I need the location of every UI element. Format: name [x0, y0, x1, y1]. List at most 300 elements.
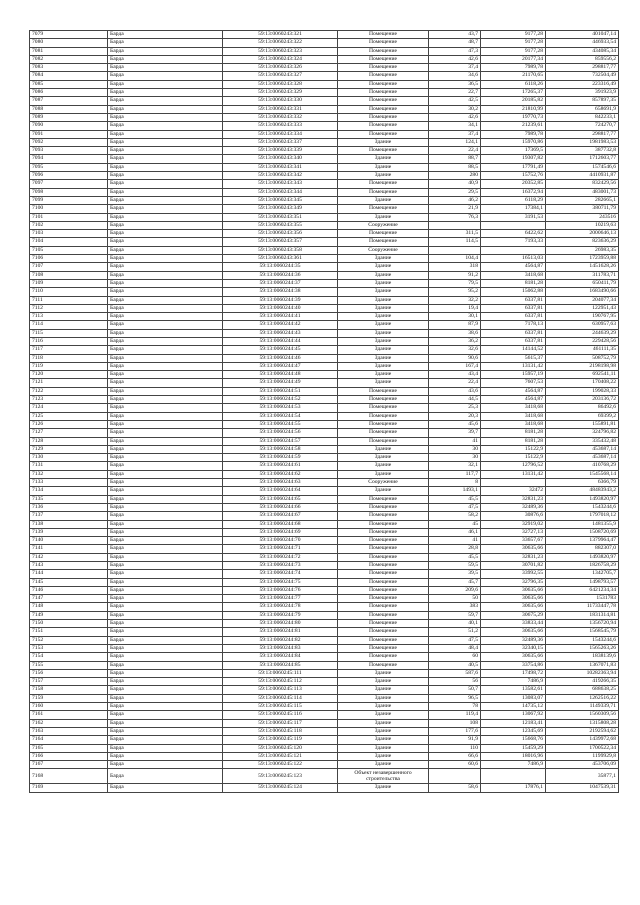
row-number-cell: 7134: [30, 487, 108, 495]
row-number-cell: 7165: [30, 744, 108, 752]
cadastral-value-cell: 1149339,71: [546, 703, 619, 711]
unit-cost-cell: 32831,23: [481, 553, 546, 561]
area-cell: 41: [429, 537, 481, 545]
unit-cost-cell: 15122,9: [481, 454, 546, 462]
cadastral-number-cell: 59:13:0060245:114: [223, 694, 338, 702]
area-cell: 51,2: [429, 628, 481, 636]
settlement-cell: Барда: [108, 172, 223, 180]
settlement-cell: Барда: [108, 454, 223, 462]
table-row: [30, 437, 619, 445]
row-number-cell: 7127: [30, 429, 108, 437]
unit-cost-cell: 6337,81: [481, 296, 546, 304]
row-number-cell: 7131: [30, 462, 108, 470]
unit-cost-cell: 30635,66: [481, 653, 546, 661]
object-type-cell: Помещение: [338, 586, 429, 594]
object-type-cell: Помещение: [338, 437, 429, 445]
unit-cost-cell: 5615,37: [481, 354, 546, 362]
area-cell: [429, 769, 481, 784]
cadastral-value-cell: 6421234,34: [546, 586, 619, 594]
cadastral-number-cell: 59:13:0060244:43: [223, 329, 338, 337]
settlement-cell: Барда: [108, 55, 223, 63]
area-cell: 58,6: [429, 784, 481, 792]
cadastral-value-cell: 832429,56: [546, 180, 619, 188]
object-type-cell: Здание: [338, 313, 429, 321]
object-type-cell: Здание: [338, 736, 429, 744]
area-cell: 42,5: [429, 97, 481, 105]
settlement-cell: Барда: [108, 296, 223, 304]
unit-cost-cell: 9177,28: [481, 47, 546, 55]
object-type-cell: Помещение: [338, 47, 429, 55]
object-type-cell: Здание: [338, 346, 429, 354]
settlement-cell: Барда: [108, 329, 223, 337]
table-row: [30, 180, 619, 188]
object-type-cell: Сооружение: [338, 479, 429, 487]
row-number-cell: 7115: [30, 329, 108, 337]
row-number-cell: 7080: [30, 39, 108, 47]
settlement-cell: Барда: [108, 138, 223, 146]
object-type-cell: Помещение: [338, 105, 429, 113]
row-number-cell: 7157: [30, 678, 108, 686]
settlement-cell: Барда: [108, 570, 223, 578]
cadastral-value-cell: 823636,29: [546, 238, 619, 246]
row-number-cell: 7163: [30, 727, 108, 735]
settlement-cell: Барда: [108, 180, 223, 188]
unit-cost-cell: 12183,41: [481, 719, 546, 727]
unit-cost-cell: 19770,73: [481, 113, 546, 121]
cadastral-value-cell: 1831314,81: [546, 611, 619, 619]
table-row: [30, 545, 619, 553]
table-row: [30, 39, 619, 47]
settlement-cell: Барда: [108, 784, 223, 792]
area-cell: 30,1: [429, 313, 481, 321]
object-type-cell: Помещение: [338, 404, 429, 412]
cadastral-number-cell: 59:13:0060243:327: [223, 72, 338, 80]
object-type-cell: Здание: [338, 304, 429, 312]
object-type-cell: Здание: [338, 784, 429, 792]
cadastral-value-cell: 1367071,83: [546, 661, 619, 669]
unit-cost-cell: 13067,92: [481, 711, 546, 719]
object-type-cell: Здание: [338, 678, 429, 686]
row-number-cell: 7083: [30, 64, 108, 72]
table-row: [30, 769, 619, 784]
row-number-cell: 7130: [30, 454, 108, 462]
cadastral-value-cell: 1568545,79: [546, 628, 619, 636]
table-row: [30, 420, 619, 428]
cadastral-number-cell: 59:13:0060244:58: [223, 445, 338, 453]
cadastral-number-cell: 59:13:0060244:48: [223, 371, 338, 379]
row-number-cell: 7135: [30, 495, 108, 503]
unit-cost-cell: 30635,66: [481, 586, 546, 594]
unit-cost-cell: 15752,76: [481, 172, 546, 180]
object-type-cell: Помещение: [338, 620, 429, 628]
row-number-cell: 7153: [30, 644, 108, 652]
area-cell: 50: [429, 595, 481, 603]
area-cell: 59,7: [429, 611, 481, 619]
object-type-cell: Здание: [338, 213, 429, 221]
settlement-cell: Барда: [108, 595, 223, 603]
settlement-cell: Барда: [108, 130, 223, 138]
unit-cost-cell: 17498,72: [481, 669, 546, 677]
settlement-cell: Барда: [108, 636, 223, 644]
area-cell: 91,2: [429, 271, 481, 279]
cadastral-value-cell: 2000646,13: [546, 230, 619, 238]
area-cell: 311,5: [429, 230, 481, 238]
cadastral-number-cell: 59:13:0060243:340: [223, 155, 338, 163]
cadastral-number-cell: 59:13:0060244:72: [223, 553, 338, 561]
table-row: [30, 727, 619, 735]
settlement-cell: Барда: [108, 611, 223, 619]
area-cell: 25,3: [429, 404, 481, 412]
area-cell: 88,7: [429, 155, 481, 163]
unit-cost-cell: 32472: [481, 487, 546, 495]
cadastral-value-cell: 1262516,22: [546, 694, 619, 702]
area-cell: 39,5: [429, 570, 481, 578]
unit-cost-cell: 30635,66: [481, 603, 546, 611]
cadastral-number-cell: 59:13:0060243:355: [223, 221, 338, 229]
unit-cost-cell: [481, 246, 546, 254]
settlement-cell: Барда: [108, 545, 223, 553]
table-row: [30, 429, 619, 437]
object-type-cell: Помещение: [338, 503, 429, 511]
settlement-cell: Барда: [108, 279, 223, 287]
object-type-cell: Помещение: [338, 113, 429, 121]
area-cell: 22,7: [429, 89, 481, 97]
cadastral-number-cell: 59:13:0060244:80: [223, 620, 338, 628]
area-cell: 38,6: [429, 329, 481, 337]
row-number-cell: 7084: [30, 72, 108, 80]
area-cell: 79,5: [429, 279, 481, 287]
table-row: [30, 113, 619, 121]
table-row: [30, 736, 619, 744]
row-number-cell: 7103: [30, 230, 108, 238]
area-cell: 36,2: [429, 337, 481, 345]
row-number-cell: 7104: [30, 238, 108, 246]
table-row: [30, 80, 619, 88]
cadastral-number-cell: 59:13:0060243:358: [223, 246, 338, 254]
cadastral-number-cell: 59:13:0060243:357: [223, 238, 338, 246]
cadastral-value-cell: 724270,7: [546, 122, 619, 130]
cadastral-number-cell: 59:13:0060244:45: [223, 346, 338, 354]
settlement-cell: Барда: [108, 462, 223, 470]
area-cell: 41: [429, 437, 481, 445]
row-number-cell: 7098: [30, 188, 108, 196]
area-cell: 177,6: [429, 727, 481, 735]
settlement-cell: Барда: [108, 97, 223, 105]
area-cell: 8: [429, 479, 481, 487]
row-number-cell: 7164: [30, 736, 108, 744]
cadastral-value-cell: 1797018,12: [546, 512, 619, 520]
object-type-cell: Здание: [338, 354, 429, 362]
cadastral-value-cell: 203136,72: [546, 396, 619, 404]
cadastral-number-cell: 59:13:0060244:67: [223, 512, 338, 520]
unit-cost-cell: 13131,42: [481, 362, 546, 370]
object-type-cell: Помещение: [338, 653, 429, 661]
object-type-cell: Помещение: [338, 64, 429, 72]
cadastral-number-cell: 59:13:0060244:35: [223, 263, 338, 271]
object-type-cell: Помещение: [338, 80, 429, 88]
settlement-cell: Барда: [108, 404, 223, 412]
table-row: [30, 255, 619, 263]
cadastral-number-cell: 59:13:0060243:356: [223, 230, 338, 238]
cadastral-value-cell: 630957,63: [546, 321, 619, 329]
row-number-cell: 7090: [30, 122, 108, 130]
row-number-cell: 7101: [30, 213, 108, 221]
unit-cost-cell: 30635,66: [481, 628, 546, 636]
object-type-cell: Здание: [338, 379, 429, 387]
settlement-cell: Барда: [108, 246, 223, 254]
cadastral-value-cell: 380711,79: [546, 205, 619, 213]
cadastral-number-cell: 59:13:0060243:349: [223, 205, 338, 213]
table-row: [30, 31, 619, 39]
area-cell: 32,6: [429, 346, 481, 354]
cadastral-value-cell: 1560309,56: [546, 711, 619, 719]
area-cell: 32,1: [429, 462, 481, 470]
object-type-cell: Помещение: [338, 595, 429, 603]
table-row: [30, 752, 619, 760]
settlement-cell: Барда: [108, 429, 223, 437]
row-number-cell: 7156: [30, 669, 108, 677]
table-row: [30, 304, 619, 312]
area-cell: 66,6: [429, 752, 481, 760]
unit-cost-cell: 3418,68: [481, 420, 546, 428]
area-cell: 88,5: [429, 163, 481, 171]
cadastral-number-cell: 59:13:0060245:117: [223, 719, 338, 727]
table-row: [30, 105, 619, 113]
table-row: [30, 694, 619, 702]
settlement-cell: Барда: [108, 744, 223, 752]
object-type-cell: Помещение: [338, 72, 429, 80]
unit-cost-cell: 9177,28: [481, 39, 546, 47]
settlement-cell: Барда: [108, 304, 223, 312]
table-row: [30, 246, 619, 254]
settlement-cell: Барда: [108, 147, 223, 155]
area-cell: 45,5: [429, 553, 481, 561]
settlement-cell: Барда: [108, 387, 223, 395]
cadastral-value-cell: 335432,48: [546, 437, 619, 445]
table-row: [30, 271, 619, 279]
settlement-cell: Барда: [108, 230, 223, 238]
cadastral-number-cell: 59:13:0060245:116: [223, 711, 338, 719]
area-cell: 42,6: [429, 55, 481, 63]
cadastral-number-cell: 59:13:0060245:111: [223, 669, 338, 677]
unit-cost-cell: 20177,34: [481, 55, 546, 63]
settlement-cell: Барда: [108, 437, 223, 445]
cadastral-number-cell: 59:13:0060244:53: [223, 404, 338, 412]
cadastral-value-cell: 86492,6: [546, 404, 619, 412]
row-number-cell: 7092: [30, 138, 108, 146]
object-type-cell: Здание: [338, 703, 429, 711]
object-type-cell: Помещение: [338, 553, 429, 561]
area-cell: 30,2: [429, 105, 481, 113]
settlement-cell: Барда: [108, 420, 223, 428]
area-cell: 587,6: [429, 669, 481, 677]
area-cell: 110: [429, 744, 481, 752]
row-number-cell: 7086: [30, 89, 108, 97]
unit-cost-cell: 20352,85: [481, 180, 546, 188]
cadastral-number-cell: 59:13:0060243:333: [223, 122, 338, 130]
table-row: [30, 719, 619, 727]
row-number-cell: 7159: [30, 694, 108, 702]
area-cell: 60: [429, 653, 481, 661]
row-number-cell: 7162: [30, 719, 108, 727]
object-type-cell: Здание: [338, 371, 429, 379]
object-type-cell: Здание: [338, 138, 429, 146]
table-row: [30, 147, 619, 155]
area-cell: 318: [429, 263, 481, 271]
cadastral-value-cell: 1199929,8: [546, 752, 619, 760]
unit-cost-cell: 7193,33: [481, 238, 546, 246]
table-body: [30, 31, 619, 793]
cadastral-value-cell: 453706,09: [546, 761, 619, 769]
table-row: [30, 97, 619, 105]
object-type-cell: Помещение: [338, 545, 429, 553]
cadastral-number-cell: 59:13:0060244:83: [223, 644, 338, 652]
table-row: [30, 221, 619, 229]
cadastral-value-cell: 882307,0: [546, 545, 619, 553]
settlement-cell: Барда: [108, 537, 223, 545]
object-type-cell: Помещение: [338, 122, 429, 130]
table-row: [30, 196, 619, 204]
area-cell: 91,9: [429, 736, 481, 744]
object-type-cell: Помещение: [338, 603, 429, 611]
object-type-cell: Помещение: [338, 661, 429, 669]
row-number-cell: 7149: [30, 611, 108, 619]
cadastral-number-cell: 59:13:0060244:68: [223, 520, 338, 528]
unit-cost-cell: 15459,29: [481, 744, 546, 752]
cadastral-number-cell: 59:13:0060243:345: [223, 196, 338, 204]
row-number-cell: 7132: [30, 470, 108, 478]
area-cell: 114,5: [429, 238, 481, 246]
unit-cost-cell: 12345,69: [481, 727, 546, 735]
cadastral-number-cell: 59:13:0060244:47: [223, 362, 338, 370]
cadastral-number-cell: 59:13:0060244:77: [223, 595, 338, 603]
cadastral-value-cell: 1838139,6: [546, 653, 619, 661]
object-type-cell: Помещение: [338, 570, 429, 578]
document-page: [29, 30, 619, 793]
settlement-cell: Барда: [108, 661, 223, 669]
settlement-cell: Барда: [108, 578, 223, 586]
unit-cost-cell: 17791,49: [481, 163, 546, 171]
property-table: [29, 30, 619, 793]
unit-cost-cell: 6337,81: [481, 313, 546, 321]
settlement-cell: Барда: [108, 512, 223, 520]
table-row: [30, 362, 619, 370]
settlement-cell: Барда: [108, 255, 223, 263]
table-row: [30, 570, 619, 578]
cadastral-value-cell: 1451628,26: [546, 263, 619, 271]
settlement-cell: Барда: [108, 221, 223, 229]
settlement-cell: Барда: [108, 761, 223, 769]
settlement-cell: Барда: [108, 470, 223, 478]
row-number-cell: 7160: [30, 703, 108, 711]
table-row: [30, 503, 619, 511]
area-cell: 45: [429, 520, 481, 528]
cadastral-value-cell: 4410931,87: [546, 172, 619, 180]
area-cell: 19,4: [429, 304, 481, 312]
row-number-cell: 7113: [30, 313, 108, 321]
table-row: [30, 611, 619, 619]
object-type-cell: Объект незавершенного строительства: [338, 769, 429, 784]
row-number-cell: 7146: [30, 586, 108, 594]
unit-cost-cell: 15957,19: [481, 371, 546, 379]
cadastral-number-cell: 59:13:0060243:324: [223, 55, 338, 63]
row-number-cell: 7128: [30, 437, 108, 445]
cadastral-value-cell: 732504,49: [546, 72, 619, 80]
table-row: [30, 603, 619, 611]
row-number-cell: 7112: [30, 304, 108, 312]
unit-cost-cell: 9177,28: [481, 31, 546, 39]
row-number-cell: 7133: [30, 479, 108, 487]
object-type-cell: Помещение: [338, 97, 429, 105]
cadastral-value-cell: 122951,43: [546, 304, 619, 312]
settlement-cell: Барда: [108, 213, 223, 221]
object-type-cell: Здание: [338, 686, 429, 694]
cadastral-number-cell: 59:13:0060245:124: [223, 784, 338, 792]
settlement-cell: Барда: [108, 31, 223, 39]
settlement-cell: Барда: [108, 263, 223, 271]
row-number-cell: 7150: [30, 620, 108, 628]
cadastral-number-cell: 59:13:0060244:42: [223, 321, 338, 329]
area-cell: 104,4: [429, 255, 481, 263]
row-number-cell: 7120: [30, 371, 108, 379]
object-type-cell: Здание: [338, 752, 429, 760]
object-type-cell: Здание: [338, 454, 429, 462]
unit-cost-cell: 7607,53: [481, 379, 546, 387]
cadastral-number-cell: 59:13:0060244:39: [223, 296, 338, 304]
cadastral-number-cell: 59:13:0060244:44: [223, 337, 338, 345]
table-row: [30, 47, 619, 55]
unit-cost-cell: [481, 221, 546, 229]
cadastral-number-cell: 59:13:0060244:56: [223, 429, 338, 437]
settlement-cell: Барда: [108, 479, 223, 487]
area-cell: 59,5: [429, 562, 481, 570]
row-number-cell: 7096: [30, 172, 108, 180]
object-type-cell: Помещение: [338, 636, 429, 644]
cadastral-number-cell: 59:13:0060244:54: [223, 412, 338, 420]
area-cell: 30: [429, 454, 481, 462]
table-row: [30, 586, 619, 594]
object-type-cell: Помещение: [338, 495, 429, 503]
settlement-cell: Барда: [108, 503, 223, 511]
object-type-cell: Здание: [338, 296, 429, 304]
cadastral-number-cell: 59:13:0060244:74: [223, 570, 338, 578]
unit-cost-cell: 6337,81: [481, 337, 546, 345]
settlement-cell: Барда: [108, 379, 223, 387]
area-cell: 22,4: [429, 379, 481, 387]
area-cell: 40,1: [429, 620, 481, 628]
cadastral-number-cell: 59:13:0060243:331: [223, 105, 338, 113]
unit-cost-cell: 8181,28: [481, 279, 546, 287]
table-row: [30, 163, 619, 171]
unit-cost-cell: 32919,02: [481, 520, 546, 528]
cadastral-number-cell: 59:13:0060245:119: [223, 736, 338, 744]
cadastral-value-cell: 1723959,88: [546, 255, 619, 263]
row-number-cell: 7140: [30, 537, 108, 545]
cadastral-value-cell: 1826758,29: [546, 562, 619, 570]
area-cell: 95,2: [429, 288, 481, 296]
settlement-cell: Барда: [108, 321, 223, 329]
cadastral-number-cell: 59:13:0060244:78: [223, 603, 338, 611]
area-cell: 45,7: [429, 578, 481, 586]
row-number-cell: 7085: [30, 80, 108, 88]
cadastral-value-cell: 1981983,53: [546, 138, 619, 146]
unit-cost-cell: 20185,82: [481, 97, 546, 105]
object-type-cell: Здание: [338, 462, 429, 470]
area-cell: 60,6: [429, 761, 481, 769]
settlement-cell: Барда: [108, 105, 223, 113]
unit-cost-cell: 17384,1: [481, 205, 546, 213]
area-cell: 32,2: [429, 296, 481, 304]
